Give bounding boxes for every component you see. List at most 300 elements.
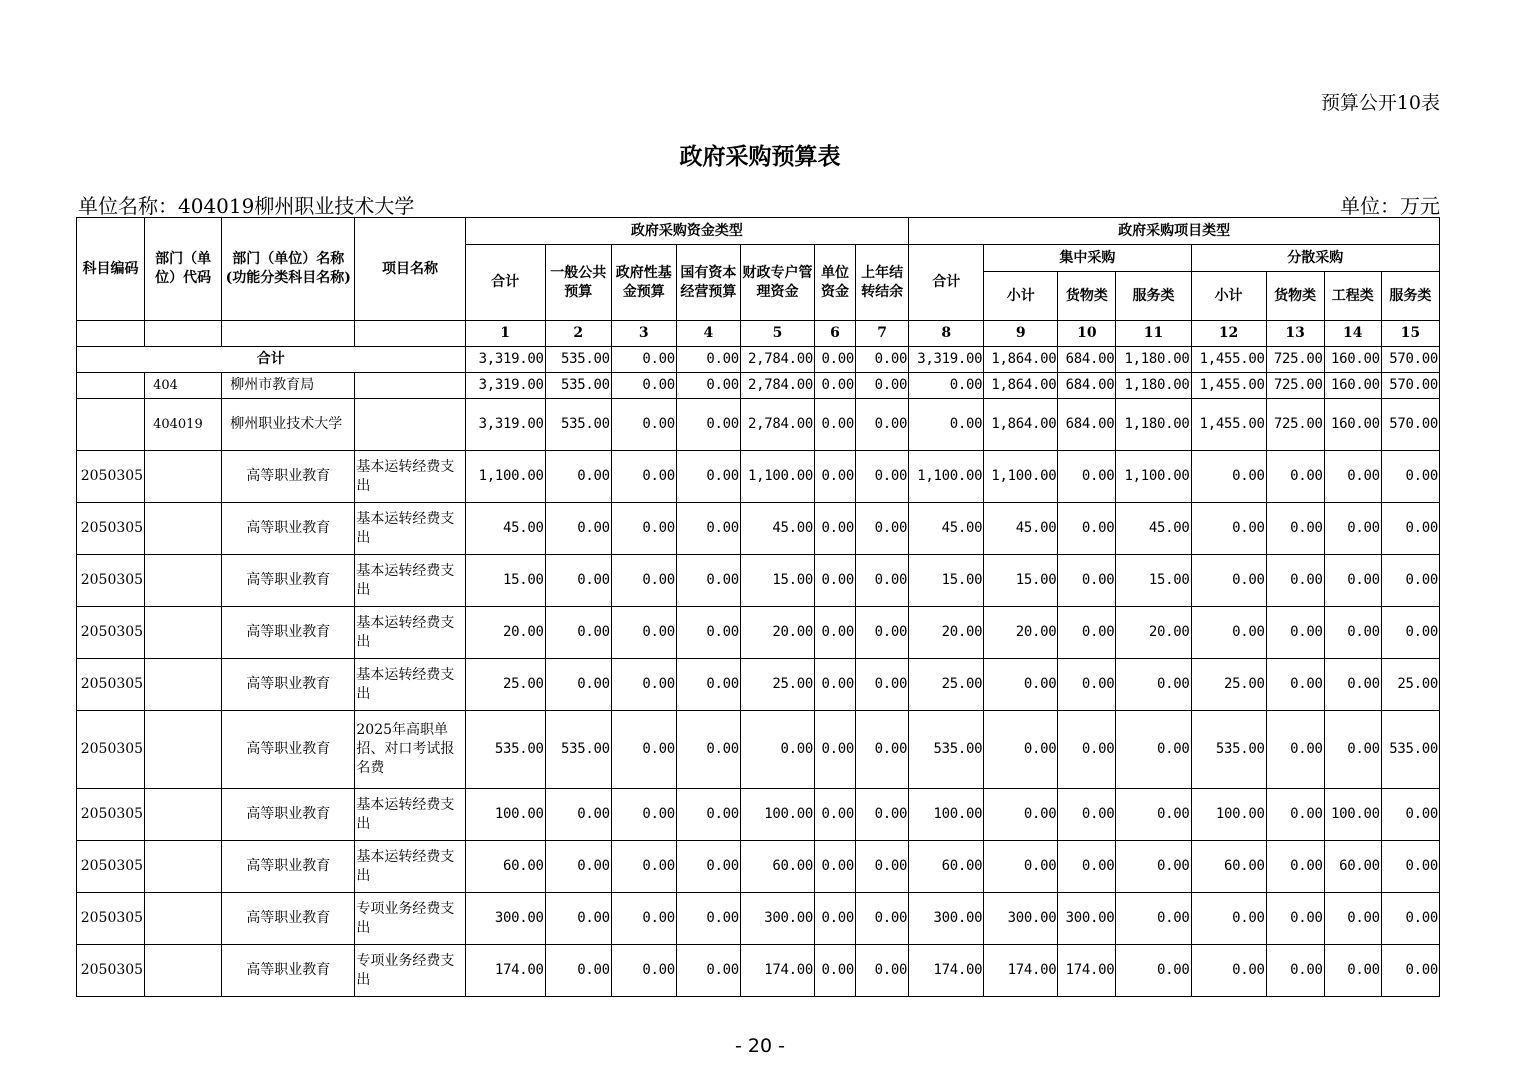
amount-cell: 0.00 (815, 555, 856, 607)
amount-cell: 174.00 (909, 945, 984, 997)
amount-cell: 0.00 (611, 607, 676, 659)
amount-cell: 0.00 (611, 789, 676, 841)
amount-cell: 0.00 (545, 893, 611, 945)
amount-cell: 15.00 (465, 555, 545, 607)
dept-name-cell: 高等职业教育 (222, 659, 355, 711)
amount-cell: 2,784.00 (740, 347, 814, 373)
amount-cell: 0.00 (856, 945, 909, 997)
amount-cell: 0.00 (545, 789, 611, 841)
group-item-type: 政府采购项目类型 (909, 218, 1440, 245)
amount-cell: 0.00 (815, 347, 856, 373)
amount-cell: 45.00 (984, 503, 1058, 555)
col-number: 6 (815, 321, 856, 347)
dept-name-cell: 高等职业教育 (222, 945, 355, 997)
amount-cell: 684.00 (1058, 399, 1116, 451)
amount-cell: 0.00 (1266, 451, 1324, 503)
amount-cell: 0.00 (1324, 503, 1381, 555)
amount-cell: 570.00 (1381, 347, 1439, 373)
amount-cell: 45.00 (740, 503, 814, 555)
amount-cell: 160.00 (1324, 347, 1381, 373)
dept-code-cell (145, 711, 222, 789)
col-special-account: 财政专户管理资金 (740, 245, 814, 321)
amount-cell: 0.00 (1058, 711, 1116, 789)
amount-cell: 0.00 (1266, 893, 1324, 945)
amount-cell: 0.00 (1266, 711, 1324, 789)
col-subject-code: 科目编码 (77, 218, 145, 321)
amount-cell: 1,455.00 (1191, 399, 1266, 451)
amount-cell: 0.00 (1058, 451, 1116, 503)
amount-cell: 0.00 (611, 373, 676, 399)
amount-cell: 1,180.00 (1116, 373, 1191, 399)
col-dept-code: 部门（单位）代码 (145, 218, 222, 321)
amount-cell: 684.00 (1058, 347, 1116, 373)
amount-cell: 25.00 (1191, 659, 1266, 711)
amount-cell: 0.00 (856, 841, 909, 893)
subject-code-cell: 2050305 (77, 945, 145, 997)
amount-cell: 20.00 (909, 607, 984, 659)
amount-cell: 0.00 (1058, 555, 1116, 607)
amount-cell: 0.00 (545, 841, 611, 893)
dept-code-cell (145, 659, 222, 711)
amount-cell: 0.00 (740, 711, 814, 789)
page-number: - 20 - (735, 1035, 785, 1057)
amount-cell: 0.00 (676, 893, 740, 945)
amount-cell: 0.00 (611, 503, 676, 555)
amount-cell: 535.00 (545, 373, 611, 399)
subject-code-cell: 2050305 (77, 711, 145, 789)
amount-cell: 25.00 (465, 659, 545, 711)
amount-cell: 0.00 (676, 503, 740, 555)
amount-cell: 0.00 (611, 347, 676, 373)
project-name-cell: 基本运转经费支出 (355, 451, 465, 503)
project-name-cell: 基本运转经费支出 (355, 659, 465, 711)
amount-cell: 160.00 (1324, 373, 1381, 399)
amount-cell: 25.00 (1381, 659, 1439, 711)
amount-cell: 100.00 (465, 789, 545, 841)
subject-code-cell: 2050305 (77, 659, 145, 711)
amount-cell: 0.00 (856, 503, 909, 555)
project-name-cell (355, 399, 465, 451)
subject-code-cell: 2050305 (77, 451, 145, 503)
amount-cell: 60.00 (465, 841, 545, 893)
amount-cell: 0.00 (676, 399, 740, 451)
dept-name-cell: 高等职业教育 (222, 841, 355, 893)
subject-code-cell: 2050305 (77, 789, 145, 841)
col-number: 4 (676, 321, 740, 347)
amount-cell: 0.00 (545, 607, 611, 659)
amount-cell: 1,864.00 (984, 399, 1058, 451)
amount-cell: 25.00 (909, 659, 984, 711)
amount-cell: 300.00 (465, 893, 545, 945)
col-central-subtotal: 小计 (984, 272, 1058, 321)
amount-cell: 174.00 (465, 945, 545, 997)
dept-name-cell: 高等职业教育 (222, 893, 355, 945)
amount-cell: 684.00 (1058, 373, 1116, 399)
amount-cell: 535.00 (1191, 711, 1266, 789)
dept-name-cell: 高等职业教育 (222, 789, 355, 841)
project-name-cell: 专项业务经费支出 (355, 893, 465, 945)
amount-cell: 20.00 (740, 607, 814, 659)
amount-cell: 3,319.00 (909, 347, 984, 373)
amount-cell: 0.00 (1266, 503, 1324, 555)
amount-cell: 0.00 (1266, 841, 1324, 893)
amount-cell: 100.00 (1191, 789, 1266, 841)
subject-code-cell (77, 399, 145, 451)
amount-cell: 535.00 (465, 711, 545, 789)
amount-cell: 535.00 (545, 347, 611, 373)
amount-cell: 0.00 (676, 607, 740, 659)
col-dispersed-goods: 货物类 (1266, 272, 1324, 321)
amount-cell: 3,319.00 (465, 399, 545, 451)
col-number: 10 (1058, 321, 1116, 347)
col-state-capital: 国有资本经营预算 (676, 245, 740, 321)
amount-cell: 0.00 (909, 399, 984, 451)
amount-cell: 0.00 (1191, 451, 1266, 503)
amount-cell: 0.00 (1266, 945, 1324, 997)
amount-cell: 0.00 (1381, 451, 1439, 503)
amount-cell: 15.00 (1116, 555, 1191, 607)
amount-cell: 0.00 (1191, 893, 1266, 945)
total-label: 合计 (77, 347, 466, 373)
amount-cell: 0.00 (611, 399, 676, 451)
subject-code-cell: 2050305 (77, 555, 145, 607)
amount-cell: 60.00 (740, 841, 814, 893)
amount-cell: 0.00 (1058, 607, 1116, 659)
col-central-service: 服务类 (1116, 272, 1191, 321)
amount-cell: 1,864.00 (984, 373, 1058, 399)
dept-name-cell: 柳州市教育局 (222, 373, 355, 399)
amount-cell: 1,455.00 (1191, 347, 1266, 373)
amount-cell: 0.00 (1058, 841, 1116, 893)
table-row (77, 503, 1440, 555)
amount-cell: 300.00 (740, 893, 814, 945)
amount-cell: 535.00 (1381, 711, 1439, 789)
amount-cell: 0.00 (815, 841, 856, 893)
amount-cell: 0.00 (1116, 945, 1191, 997)
amount-cell: 20.00 (984, 607, 1058, 659)
amount-cell: 0.00 (676, 373, 740, 399)
amount-cell: 0.00 (856, 347, 909, 373)
dept-code-cell (145, 503, 222, 555)
amount-cell: 725.00 (1266, 399, 1324, 451)
amount-cell: 0.00 (1058, 659, 1116, 711)
amount-cell: 174.00 (740, 945, 814, 997)
amount-cell: 535.00 (545, 399, 611, 451)
dept-name-cell: 柳州职业技术大学 (222, 399, 355, 451)
amount-cell: 535.00 (545, 711, 611, 789)
amount-cell: 45.00 (909, 503, 984, 555)
amount-cell: 0.00 (1191, 945, 1266, 997)
unit-name: 单位名称：404019柳州职业技术大学 (78, 194, 415, 218)
amount-cell: 60.00 (1324, 841, 1381, 893)
amount-cell: 0.00 (856, 399, 909, 451)
amount-cell: 0.00 (676, 841, 740, 893)
col-dispersed-engineering: 工程类 (1324, 272, 1381, 321)
col-number: 7 (856, 321, 909, 347)
table-row (77, 399, 1440, 451)
amount-cell: 1,100.00 (1116, 451, 1191, 503)
amount-cell: 0.00 (545, 555, 611, 607)
amount-cell: 1,864.00 (984, 347, 1058, 373)
amount-cell: 0.00 (1324, 711, 1381, 789)
amount-cell: 0.00 (1116, 841, 1191, 893)
group-dispersed: 分散采购 (1191, 245, 1439, 272)
amount-cell: 60.00 (1191, 841, 1266, 893)
amount-cell: 570.00 (1381, 373, 1439, 399)
amount-cell: 0.00 (815, 399, 856, 451)
col-number: 14 (1324, 321, 1381, 347)
amount-cell: 1,100.00 (465, 451, 545, 503)
amount-cell: 0.00 (611, 841, 676, 893)
amount-cell: 0.00 (815, 659, 856, 711)
amount-cell: 0.00 (1381, 555, 1439, 607)
amount-cell: 570.00 (1381, 399, 1439, 451)
dept-name-cell: 高等职业教育 (222, 607, 355, 659)
project-name-cell: 基本运转经费支出 (355, 555, 465, 607)
amount-cell: 0.00 (676, 711, 740, 789)
dept-name-cell: 高等职业教育 (222, 555, 355, 607)
dept-code-cell (145, 607, 222, 659)
amount-cell: 0.00 (676, 451, 740, 503)
table-tag: 预算公开10表 (1320, 92, 1440, 114)
amount-cell: 0.00 (545, 503, 611, 555)
unit-label: 单位：万元 (1340, 194, 1440, 218)
col-dispersed-service: 服务类 (1381, 272, 1439, 321)
amount-cell: 0.00 (1116, 659, 1191, 711)
amount-cell: 0.00 (1266, 789, 1324, 841)
amount-cell: 725.00 (1266, 347, 1324, 373)
amount-cell: 1,100.00 (740, 451, 814, 503)
amount-cell: 160.00 (1324, 399, 1381, 451)
col-dispersed-subtotal: 小计 (1191, 272, 1266, 321)
col-number: 11 (1116, 321, 1191, 347)
amount-cell: 0.00 (1058, 503, 1116, 555)
amount-cell: 0.00 (984, 789, 1058, 841)
dept-code-cell: 404 (145, 373, 222, 399)
amount-cell: 0.00 (676, 555, 740, 607)
amount-cell: 0.00 (1324, 451, 1381, 503)
amount-cell: 0.00 (545, 451, 611, 503)
table-row (77, 451, 1440, 503)
amount-cell: 0.00 (676, 789, 740, 841)
amount-cell: 0.00 (1381, 893, 1439, 945)
amount-cell: 1,100.00 (909, 451, 984, 503)
col-number: 8 (909, 321, 984, 347)
amount-cell: 3,319.00 (465, 347, 545, 373)
amount-cell: 0.00 (1381, 789, 1439, 841)
amount-cell: 0.00 (815, 945, 856, 997)
amount-cell: 100.00 (740, 789, 814, 841)
amount-cell: 0.00 (856, 893, 909, 945)
amount-cell: 45.00 (465, 503, 545, 555)
table-row (77, 893, 1440, 945)
project-name-cell: 基本运转经费支出 (355, 607, 465, 659)
amount-cell: 0.00 (676, 347, 740, 373)
amount-cell: 174.00 (1058, 945, 1116, 997)
amount-cell: 0.00 (545, 659, 611, 711)
dept-code-cell (145, 945, 222, 997)
amount-cell: 0.00 (1266, 607, 1324, 659)
group-central: 集中采购 (984, 245, 1191, 272)
amount-cell: 0.00 (1116, 711, 1191, 789)
amount-cell: 0.00 (676, 945, 740, 997)
amount-cell: 1,180.00 (1116, 347, 1191, 373)
subject-code-cell: 2050305 (77, 607, 145, 659)
col-project-name: 项目名称 (355, 218, 465, 321)
col-number: 13 (1266, 321, 1324, 347)
amount-cell: 0.00 (856, 711, 909, 789)
amount-cell: 0.00 (1324, 555, 1381, 607)
amount-cell: 0.00 (1381, 607, 1439, 659)
col-number: 3 (611, 321, 676, 347)
dept-code-cell: 404019 (145, 399, 222, 451)
project-name-cell (355, 373, 465, 399)
dept-name-cell: 高等职业教育 (222, 711, 355, 789)
amount-cell: 0.00 (1324, 893, 1381, 945)
total-row (77, 347, 1440, 373)
amount-cell: 0.00 (611, 711, 676, 789)
amount-cell: 0.00 (1381, 503, 1439, 555)
amount-cell: 60.00 (909, 841, 984, 893)
amount-cell: 20.00 (1116, 607, 1191, 659)
amount-cell: 0.00 (1266, 659, 1324, 711)
amount-cell: 0.00 (1266, 555, 1324, 607)
amount-cell: 300.00 (984, 893, 1058, 945)
col-unit-fund: 单位资金 (815, 245, 856, 321)
col-carryover: 上年结转结余 (856, 245, 909, 321)
amount-cell: 535.00 (909, 711, 984, 789)
col-number: 1 (465, 321, 545, 347)
amount-cell: 0.00 (856, 373, 909, 399)
amount-cell: 0.00 (1191, 555, 1266, 607)
col-number: 5 (740, 321, 814, 347)
amount-cell: 0.00 (1116, 893, 1191, 945)
project-name-cell: 2025年高职单招、对口考试报名费 (355, 711, 465, 789)
col-number: 2 (545, 321, 611, 347)
procurement-budget-table (76, 217, 1440, 997)
amount-cell: 0.00 (1381, 945, 1439, 997)
page-title: 政府采购预算表 (679, 143, 841, 170)
amount-cell: 0.00 (815, 451, 856, 503)
amount-cell: 0.00 (856, 607, 909, 659)
table-row (77, 945, 1440, 997)
amount-cell: 0.00 (815, 373, 856, 399)
table-row (77, 711, 1440, 789)
subject-code-cell (77, 373, 145, 399)
amount-cell: 25.00 (740, 659, 814, 711)
dept-code-cell (145, 841, 222, 893)
amount-cell: 3,319.00 (465, 373, 545, 399)
amount-cell: 0.00 (815, 503, 856, 555)
project-name-cell: 基本运转经费支出 (355, 789, 465, 841)
col-general-budget: 一般公共预算 (545, 245, 611, 321)
dept-name-cell: 高等职业教育 (222, 503, 355, 555)
project-name-cell: 专项业务经费支出 (355, 945, 465, 997)
amount-cell: 20.00 (465, 607, 545, 659)
amount-cell: 2,784.00 (740, 373, 814, 399)
amount-cell: 2,784.00 (740, 399, 814, 451)
col-number: 12 (1191, 321, 1266, 347)
amount-cell: 0.00 (1058, 789, 1116, 841)
amount-cell: 0.00 (611, 555, 676, 607)
amount-cell: 0.00 (545, 945, 611, 997)
amount-cell: 0.00 (611, 659, 676, 711)
amount-cell: 100.00 (909, 789, 984, 841)
amount-cell: 0.00 (856, 451, 909, 503)
group-fund-type: 政府采购资金类型 (465, 218, 909, 245)
col-number: 9 (984, 321, 1058, 347)
col-number: 15 (1381, 321, 1439, 347)
project-name-cell: 基本运转经费支出 (355, 503, 465, 555)
amount-cell: 100.00 (1324, 789, 1381, 841)
amount-cell: 0.00 (909, 373, 984, 399)
col-total: 合计 (465, 245, 545, 321)
amount-cell: 725.00 (1266, 373, 1324, 399)
col-item-total: 合计 (909, 245, 984, 321)
amount-cell: 300.00 (909, 893, 984, 945)
amount-cell: 0.00 (815, 893, 856, 945)
amount-cell: 15.00 (909, 555, 984, 607)
amount-cell: 15.00 (740, 555, 814, 607)
amount-cell: 0.00 (984, 711, 1058, 789)
subject-code-cell: 2050305 (77, 841, 145, 893)
amount-cell: 0.00 (676, 659, 740, 711)
amount-cell: 0.00 (856, 555, 909, 607)
table-row (77, 789, 1440, 841)
amount-cell: 0.00 (1191, 503, 1266, 555)
col-central-goods: 货物类 (1058, 272, 1116, 321)
amount-cell: 0.00 (1116, 789, 1191, 841)
table-row (77, 373, 1440, 399)
amount-cell: 0.00 (611, 451, 676, 503)
amount-cell: 0.00 (1324, 607, 1381, 659)
amount-cell: 174.00 (984, 945, 1058, 997)
amount-cell: 0.00 (984, 841, 1058, 893)
amount-cell: 0.00 (611, 893, 676, 945)
table-row (77, 841, 1440, 893)
col-gov-fund: 政府性基金预算 (611, 245, 676, 321)
amount-cell: 45.00 (1116, 503, 1191, 555)
amount-cell: 0.00 (1381, 841, 1439, 893)
col-dept-name: 部门（单位）名称(功能分类科目名称) (222, 218, 355, 321)
dept-name-cell: 高等职业教育 (222, 451, 355, 503)
column-number-row (77, 321, 1440, 347)
dept-code-cell (145, 451, 222, 503)
amount-cell: 0.00 (1191, 607, 1266, 659)
amount-cell: 1,455.00 (1191, 373, 1266, 399)
amount-cell: 1,100.00 (984, 451, 1058, 503)
project-name-cell: 基本运转经费支出 (355, 841, 465, 893)
amount-cell: 0.00 (1324, 659, 1381, 711)
amount-cell: 0.00 (815, 789, 856, 841)
amount-cell: 300.00 (1058, 893, 1116, 945)
table-row (77, 607, 1440, 659)
amount-cell: 0.00 (984, 659, 1058, 711)
amount-cell: 0.00 (856, 659, 909, 711)
table-row (77, 659, 1440, 711)
amount-cell: 0.00 (856, 789, 909, 841)
amount-cell: 15.00 (984, 555, 1058, 607)
amount-cell: 0.00 (815, 607, 856, 659)
dept-code-cell (145, 893, 222, 945)
subject-code-cell: 2050305 (77, 893, 145, 945)
table-row (77, 555, 1440, 607)
dept-code-cell (145, 555, 222, 607)
amount-cell: 1,180.00 (1116, 399, 1191, 451)
amount-cell: 0.00 (611, 945, 676, 997)
amount-cell: 0.00 (815, 711, 856, 789)
amount-cell: 0.00 (1324, 945, 1381, 997)
